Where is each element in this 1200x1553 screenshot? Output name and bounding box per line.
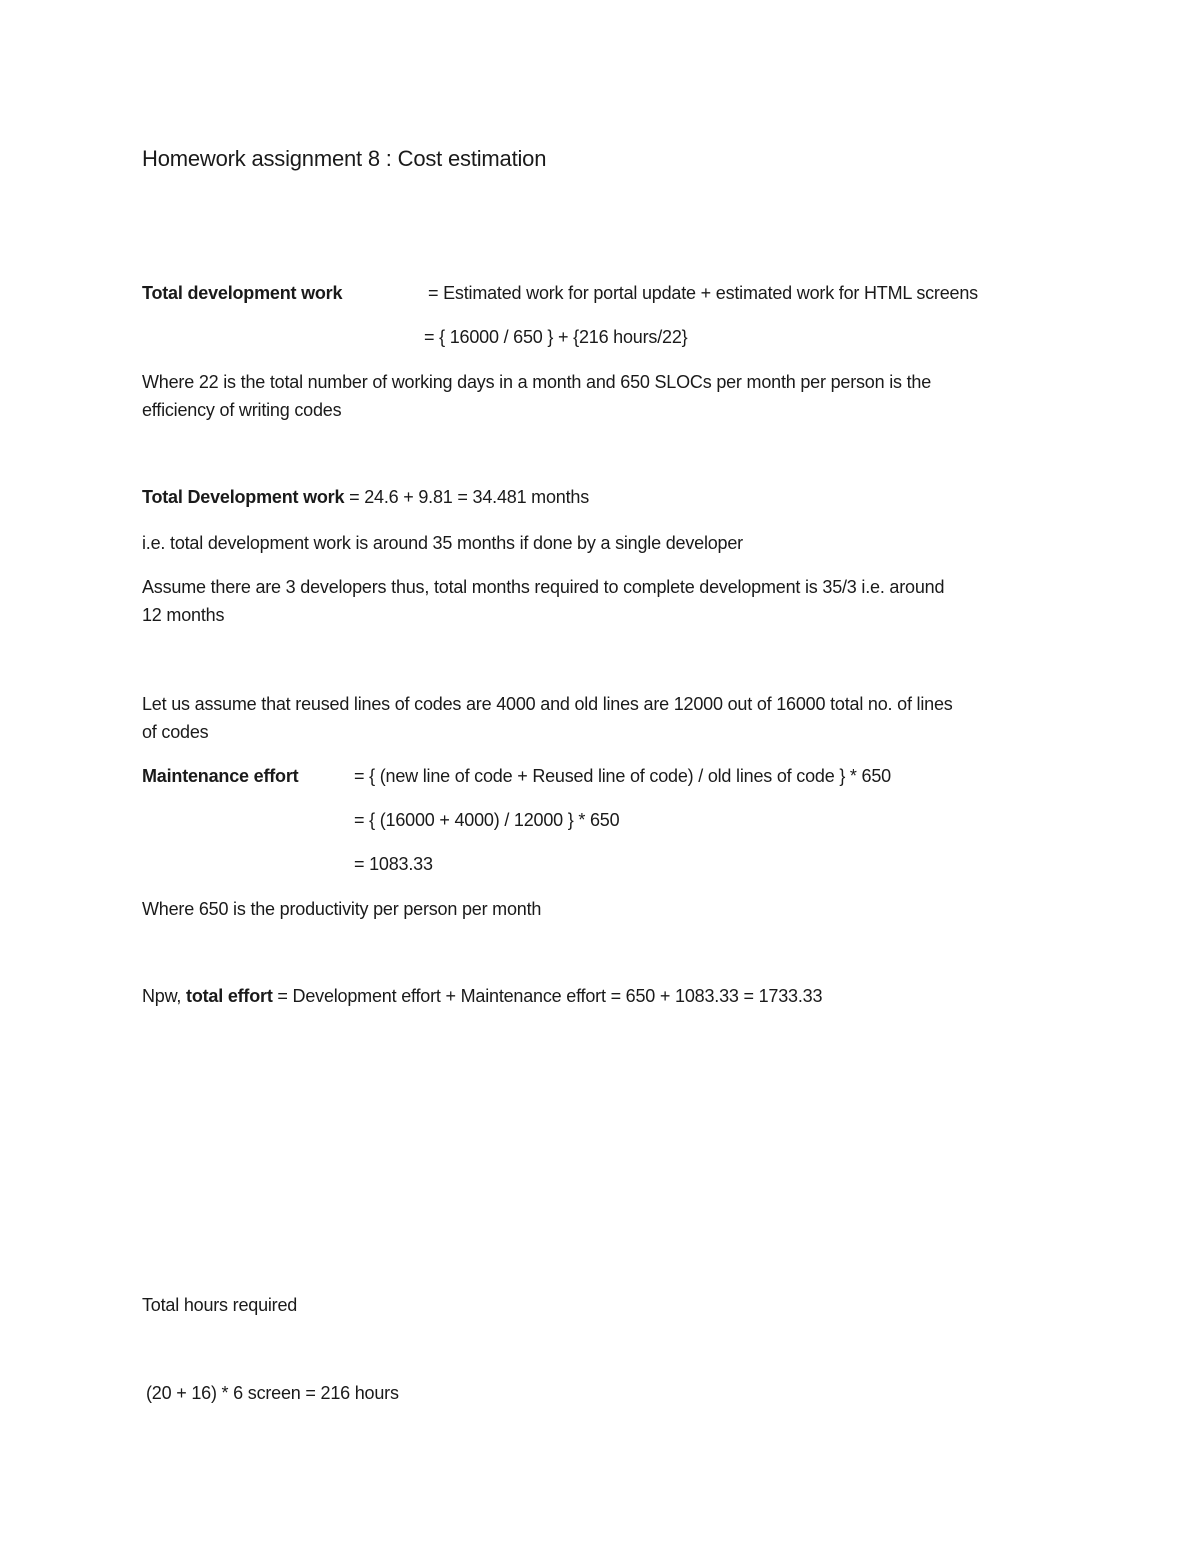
hours-label: Total hours required bbox=[142, 1295, 298, 1315]
dev-total-line bbox=[142, 483, 589, 511]
dev-total-label: Total Development work bbox=[142, 487, 345, 507]
total-effort-label: total effort bbox=[186, 986, 273, 1006]
maint-formula-1: = { (new line of code + Reused line of code) / old lines of code } * 650 bbox=[354, 766, 891, 786]
total-effort-formula: = Development effort + Maintenance effort = 650 + 1083.33 = 1733.33 bbox=[272, 986, 823, 1006]
dev-work-formula-1: = Estimated work for portal update + estimated work for HTML screens bbox=[428, 283, 978, 303]
total-effort-line bbox=[142, 982, 822, 1010]
maint-intro-line-1: Let us assume that reused lines of codes are 4000 and old lines are 12000 out of 16000 total no. of lines bbox=[142, 694, 953, 714]
maint-intro-line-2: of codes bbox=[142, 722, 209, 742]
single-dev-line: i.e. total development work is around 35 months if done by a single developer bbox=[142, 533, 743, 553]
dev-work-formula-2: = { 16000 / 650 } + {216 hours/22} bbox=[424, 327, 688, 347]
assume-line-2: 12 months bbox=[142, 605, 225, 625]
dev-work-label: Total development work bbox=[142, 283, 343, 303]
dev-note-line-1: Where 22 is the total number of working days in a month and 650 SLOCs per month per person is the bbox=[142, 372, 932, 392]
page-title: Homework assignment 8 : Cost estimation bbox=[142, 146, 547, 171]
dev-note-line-2: efficiency of writing codes bbox=[142, 400, 342, 420]
total-effort-prefix: Npw, bbox=[142, 986, 187, 1006]
dev-total-value: = 24.6 + 9.81 = 34.481 months bbox=[344, 487, 590, 507]
hours-formula: (20 + 16) * 6 screen = 216 hours bbox=[146, 1383, 399, 1403]
maint-effort-label: Maintenance effort bbox=[142, 766, 299, 786]
maint-formula-3: = 1083.33 bbox=[354, 854, 433, 874]
assume-line-1: Assume there are 3 developers thus, total months required to complete development is 35/3 i.e. around bbox=[142, 577, 945, 597]
maint-formula-2: = { (16000 + 4000) / 12000 } * 650 bbox=[354, 810, 620, 830]
maint-note: Where 650 is the productivity per person per month bbox=[142, 899, 542, 919]
